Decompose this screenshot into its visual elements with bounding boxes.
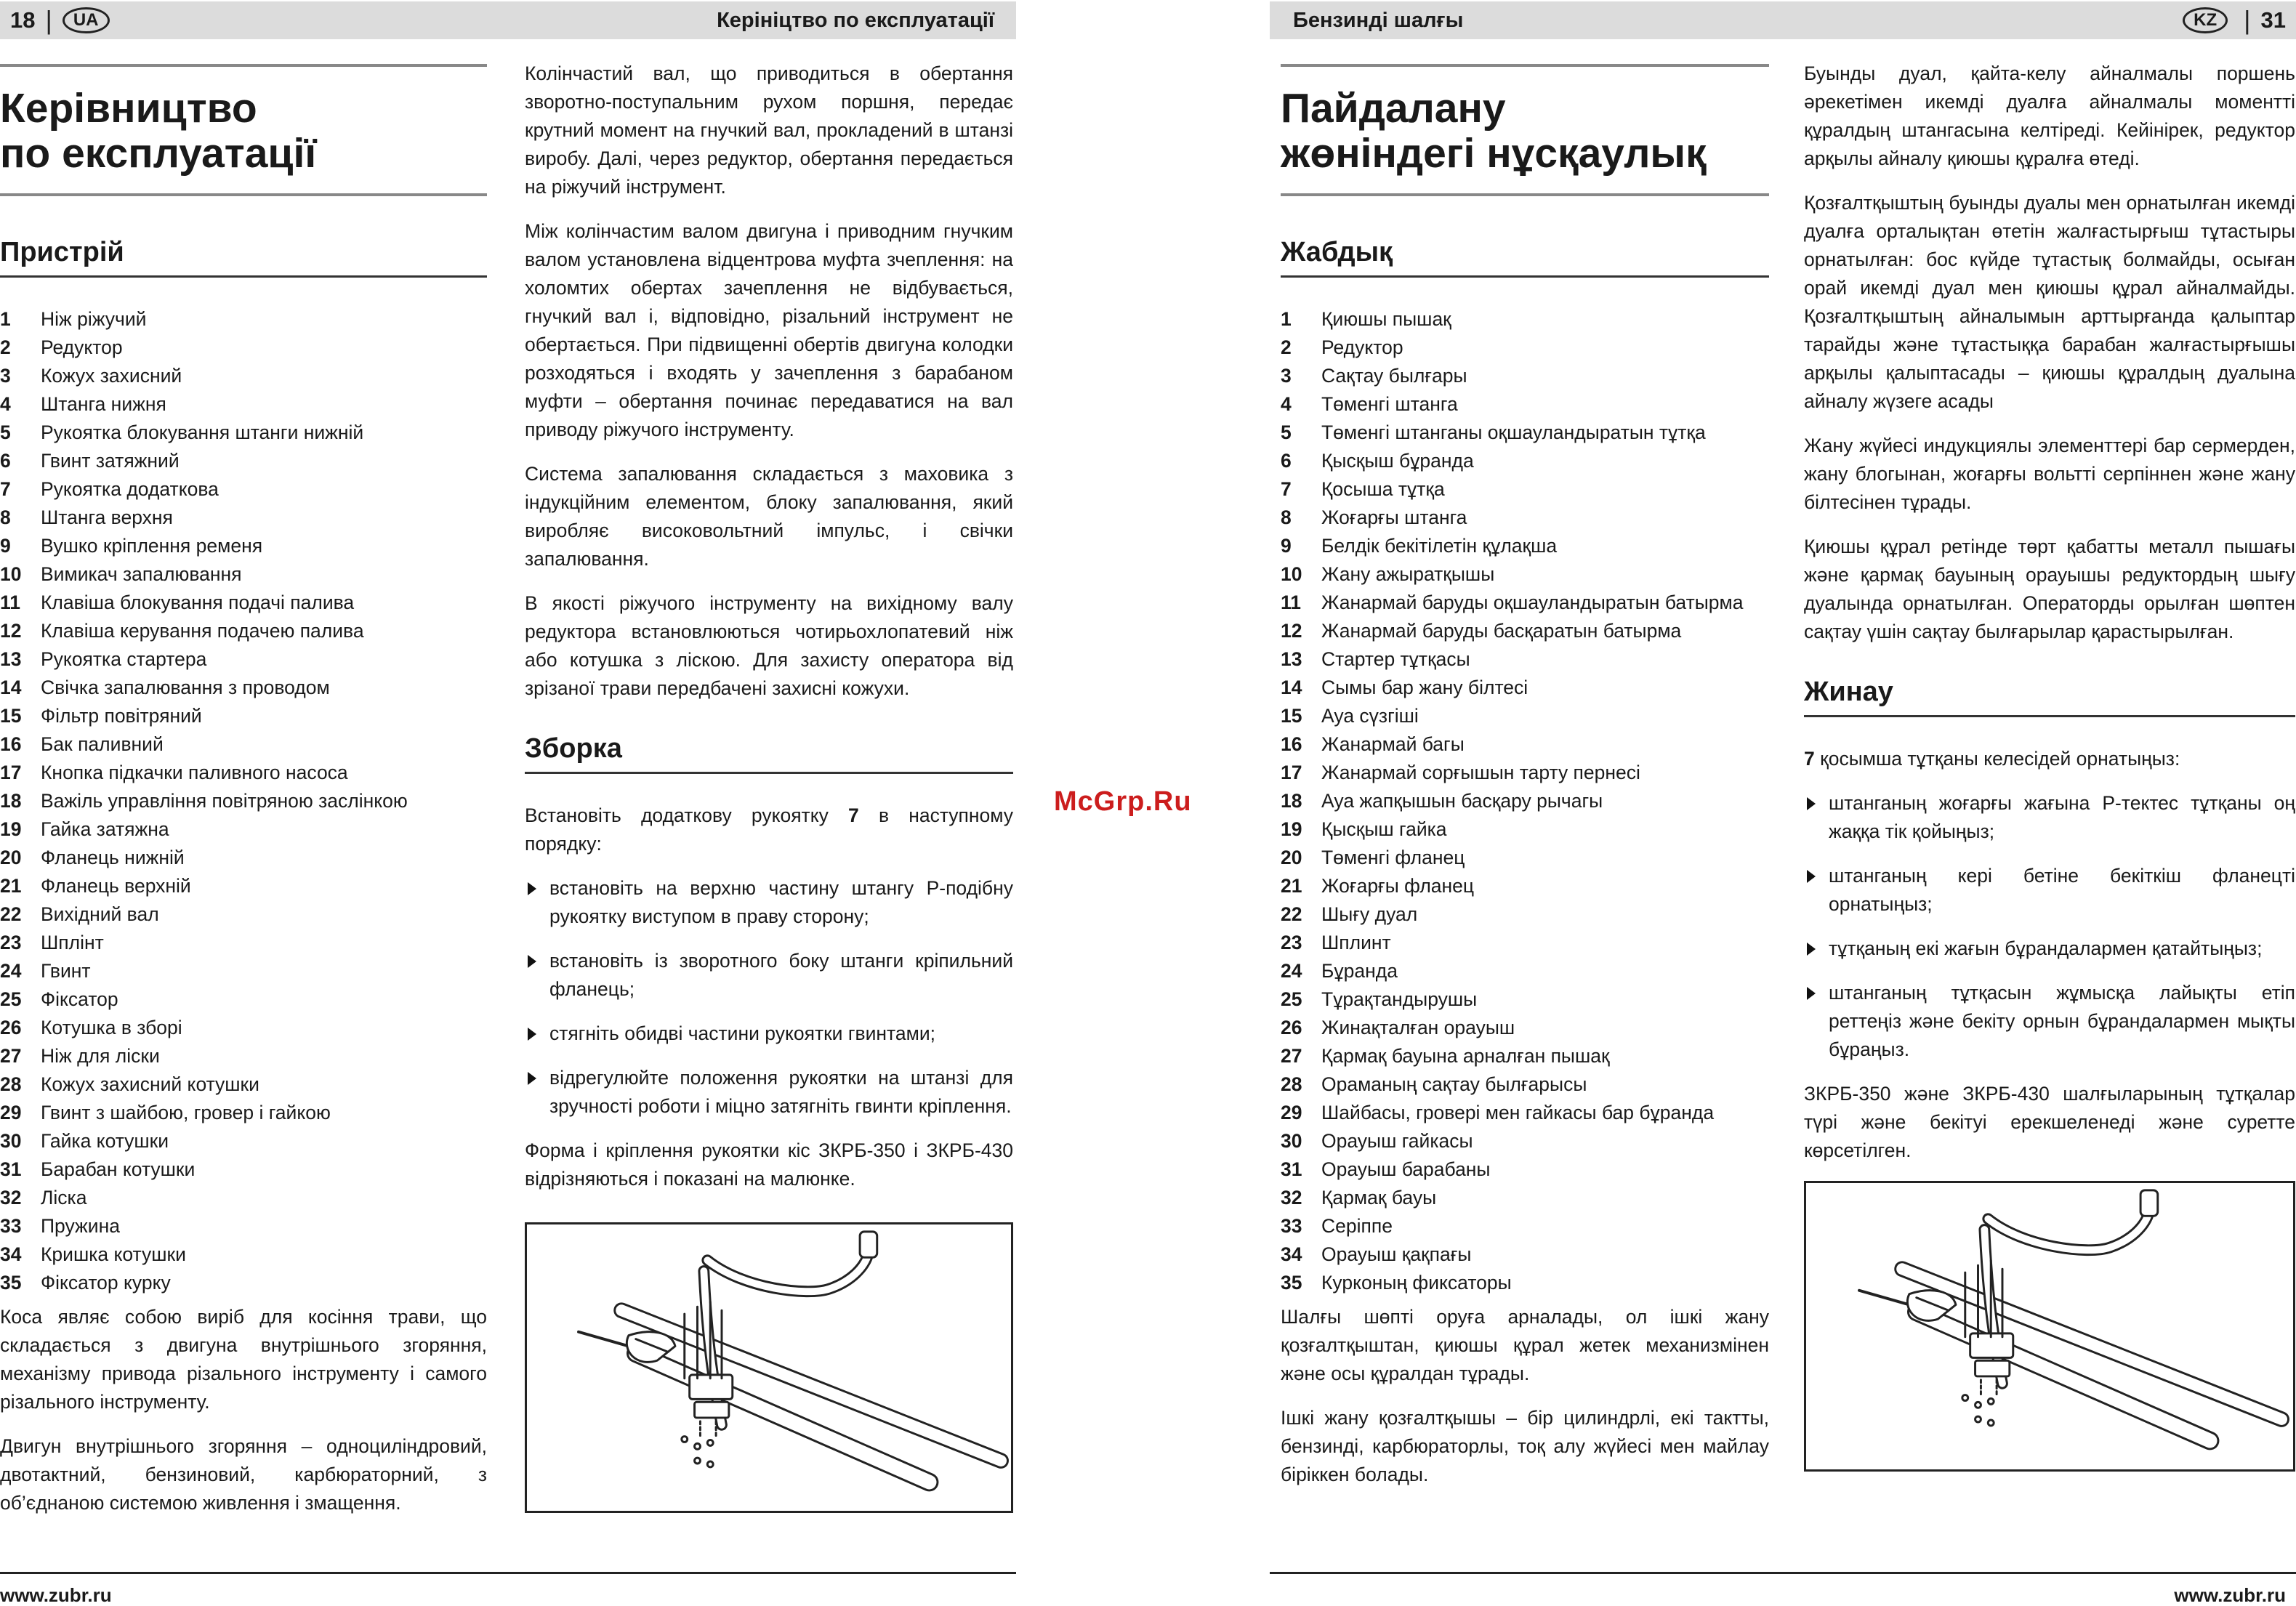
part-list-item [1281, 900, 1769, 929]
paragraph: Колінчастий вал, що приводиться в обертання зворотно-поступальним рухом поршня, передає крутний момент на гнучкий вал, прокладений в штанзі виробу. Далі, через редуктор, обертання передається на ріжучий інструмент. [525, 62, 1013, 198]
part-number: 23 [0, 932, 22, 953]
part-number: 3 [1281, 365, 1292, 387]
part-number: 10 [1281, 563, 1302, 585]
part-label: Рукоятка блокування штанги нижній [41, 421, 364, 443]
part-label: Қиюшы пышақ [1321, 308, 1451, 330]
left-column-2 [525, 60, 1013, 1513]
part-list-item [0, 1184, 487, 1212]
part-list-item [1281, 504, 1769, 532]
part-list-item [0, 334, 487, 362]
paragraph: Шалғы шөпті оруға арналады, ол ішкі жану қозғалтқыштан, қиюшы құрал жетек механизмінен және осы құралдан тұрады. [1281, 1306, 1769, 1384]
part-label: Рукоятка додаткова [41, 478, 219, 500]
part-list-item [0, 787, 487, 815]
part-label: Вушко кріплення ременя [41, 535, 263, 557]
part-label: Гвинт з шайбою, гровер і гайкою [41, 1102, 331, 1123]
part-label: Жанармай багы [1321, 733, 1465, 755]
part-label: Ауа сүзгіші [1321, 705, 1419, 727]
part-list-item [1281, 1269, 1769, 1297]
part-list-item [1281, 759, 1769, 787]
part-list-item [0, 1099, 487, 1127]
title-rule [1281, 193, 1769, 196]
part-label: Қосыша тұтқа [1321, 478, 1445, 500]
part-list-item [1281, 787, 1769, 815]
assembly-step: стягніть обидві частини рукоятки гвинтами; [525, 1020, 1013, 1048]
part-label: Редуктор [41, 336, 123, 358]
right-assembly-steps [1804, 789, 2295, 1064]
left-section-device: Пристрій [0, 238, 487, 278]
right-page-number: 31 [2260, 7, 2286, 33]
part-label: Жанармай сорғышын тарту пернесі [1321, 762, 1640, 783]
part-number: 25 [0, 988, 22, 1010]
part-label: Фільтр повітряний [41, 705, 202, 727]
part-label: Ніж для ліски [41, 1045, 160, 1067]
part-number: 7 [1281, 478, 1292, 500]
part-number: 21 [1281, 875, 1302, 897]
part-number: 5 [0, 421, 11, 443]
part-label: Штанга нижня [41, 393, 166, 415]
part-label: Бак паливний [41, 733, 164, 755]
part-list-item [0, 759, 487, 787]
left-page-title: Керівництво по експлуатації [0, 85, 317, 177]
part-label: Клавіша керування подачею палива [41, 620, 364, 642]
part-label: Фланець верхній [41, 875, 191, 897]
part-number: 9 [1281, 535, 1292, 557]
part-number: 30 [1281, 1130, 1302, 1152]
part-list-item [1281, 560, 1769, 589]
part-number: 4 [0, 393, 11, 415]
part-number: 16 [1281, 733, 1302, 755]
part-list-item [0, 674, 487, 702]
part-list-item [0, 1127, 487, 1155]
part-list-item [0, 447, 487, 475]
part-list-item [1281, 1212, 1769, 1240]
part-label: Сақтау былғары [1321, 365, 1467, 387]
part-number: 14 [1281, 677, 1302, 698]
part-number: 35 [0, 1272, 22, 1294]
part-label: Клавіша блокування подачі палива [41, 592, 355, 613]
part-number: 1 [1281, 308, 1292, 330]
part-number: 17 [1281, 762, 1302, 783]
right-page-title: Пайдалану жөніндегі нұсқаулық [1281, 85, 1707, 177]
right-footer-url[interactable]: www.zubr.ru [2174, 1584, 2286, 1606]
part-list-item [1281, 730, 1769, 759]
part-number: 2 [1281, 336, 1292, 358]
part-list-item [1281, 334, 1769, 362]
part-list-item [1281, 645, 1769, 674]
paragraph: ЗКРБ-350 және ЗКРБ-430 шалғыларының тұтқалар түрі және бекітуі ерекшеленеді және суретте көрсетілген. [1804, 1083, 2295, 1161]
part-number: 24 [1281, 960, 1302, 982]
part-label: Серіппе [1321, 1215, 1393, 1237]
right-footer-rule [1270, 1572, 2296, 1574]
part-label: Курконың фиксаторы [1321, 1272, 1512, 1294]
part-label: Шплінт [41, 932, 104, 953]
part-label: Гвинт [41, 960, 91, 982]
language-badge-ua: UA [63, 7, 110, 33]
part-list-item [0, 362, 487, 390]
part-label: Жанармай баруды оқшауландыратын батырма [1321, 592, 1744, 613]
part-number: 10 [0, 563, 22, 585]
part-number: 13 [1281, 648, 1302, 670]
part-number: 18 [1281, 790, 1302, 812]
part-number: 11 [0, 592, 21, 613]
paragraph: Жану жүйесі индукциялы элементтері бар сермерден, жану блогынан, жоғарғы вольтті серпіннен және жану білтесінен тұрады. [1804, 435, 2295, 513]
part-label: Рукоятка стартера [41, 648, 207, 670]
paragraph: Між колінчастим валом двигуна і приводним гнучким валом установлена відцентрова муфта зчеплення: на холомтих обертах зачеплення не відбувається, гнучкий вал і, відповідно, різальний інструмент не обертається. При підвищенні обертів двигуна колодки розходяться і входять у зачеплення з барабаном муфти – обертання починає передаватися на вал приводу ріжучого інструменту. [525, 220, 1013, 440]
part-number: 34 [0, 1243, 22, 1265]
part-list-item [1281, 1155, 1769, 1184]
part-number: 26 [1281, 1017, 1302, 1038]
part-number: 34 [1281, 1243, 1302, 1265]
paragraph: Двигун внутрішнього згоряння – одноциліндровий, двотактний, бензиновий, карбюраторний, з об’єднаною системою живлення і змащення. [0, 1435, 487, 1514]
part-list-item [0, 532, 487, 560]
part-label: Гайка котушки [41, 1130, 169, 1152]
part-label: Важіль управління повітряною заслінкою [41, 790, 408, 812]
part-number: 35 [1281, 1272, 1302, 1294]
part-label: Орауыш барабаны [1321, 1158, 1491, 1180]
watermark: McGrp.Ru [1054, 786, 1192, 817]
left-page-number: 18 [10, 7, 36, 33]
part-number: 8 [1281, 507, 1292, 528]
right-header-title: Бензинді шалғы [1293, 8, 1464, 32]
part-number: 23 [1281, 932, 1302, 953]
language-badge-kz: KZ [2183, 7, 2228, 33]
assembly-step: встановіть на верхню частину штангу Р-подібну рукоятку виступом в праву сторону; [525, 874, 1013, 931]
part-label: Вимикач запалювання [41, 563, 242, 585]
part-label: Сымы бар жану білтесі [1321, 677, 1528, 698]
part-number: 3 [0, 365, 11, 387]
part-number: 9 [0, 535, 11, 557]
part-list-item [0, 1042, 487, 1070]
part-number: 15 [0, 705, 22, 727]
part-label: Жану ажыратқышы [1321, 563, 1495, 585]
part-number: 8 [0, 507, 11, 528]
part-number: 7 [0, 478, 11, 500]
assembly-step: штанганың тұтқасын жұмысқа лайықты етіп реттеңіз және бекіту орнын бұрандалармен мықты бұраңыз. [1804, 979, 2295, 1064]
part-list-item [1281, 1042, 1769, 1070]
right-page-header [1270, 1, 2296, 39]
part-list-item [0, 645, 487, 674]
part-number: 31 [0, 1158, 22, 1180]
part-list-item [1281, 957, 1769, 985]
part-list-item [1281, 419, 1769, 447]
assembly-intro: 7 қосымша тұтқаны келесідей орнатыңыз: [1804, 748, 2180, 770]
part-number: 32 [1281, 1187, 1302, 1208]
part-number: 26 [0, 1017, 22, 1038]
part-label: Қармақ бауына арналған пышақ [1321, 1045, 1610, 1067]
part-label: Ораманың сақтау былғарысы [1321, 1073, 1587, 1095]
part-label: Тұрақтандырушы [1321, 988, 1478, 1010]
part-list-item [1281, 929, 1769, 957]
part-list-item [1281, 305, 1769, 334]
part-list-item [1281, 617, 1769, 645]
part-number: 19 [1281, 818, 1302, 840]
part-list-item [0, 560, 487, 589]
part-number: 29 [1281, 1102, 1302, 1123]
part-list-item [1281, 1240, 1769, 1269]
part-number: 21 [0, 875, 22, 897]
part-number: 14 [0, 677, 22, 698]
part-list-item [0, 390, 487, 419]
part-label: Төменгі штанганы оқшауландыратын тұтқа [1321, 421, 1706, 443]
part-number: 17 [0, 762, 22, 783]
part-number: 24 [0, 960, 22, 982]
left-footer-url[interactable]: www.zubr.ru [0, 1584, 112, 1606]
part-list-item [1281, 1127, 1769, 1155]
part-label: Ліска [41, 1187, 87, 1208]
part-list-item [0, 702, 487, 730]
trimmer-handle-drawing [527, 1224, 1011, 1511]
part-label: Фіксатор курку [41, 1272, 171, 1294]
part-number: 1 [0, 308, 11, 330]
handle-illustration [1804, 1181, 2295, 1472]
part-number: 33 [0, 1215, 22, 1237]
paragraph: Коса являє собою виріб для косіння трави, що складається з двигуна внутрішнього згоряння, механізму привода різального інструменту і самого різального інструменту. [0, 1306, 487, 1413]
paragraph: Қиюшы құрал ретінде төрт қабатты металл пышағы және қармақ бауының орауышы редуктордың шығу дуалында орнатылған. Операторды орылған шөптен сақтау үшін сақтау былғарылар қарастырылған. [1804, 536, 2295, 642]
part-number: 12 [1281, 620, 1302, 642]
part-list-item [1281, 872, 1769, 900]
part-label: Гайка затяжна [41, 818, 169, 840]
part-list-item [1281, 589, 1769, 617]
part-label: Ніж ріжучий [41, 308, 147, 330]
part-label: Шығу дуал [1321, 903, 1418, 925]
part-label: Ауа жапқышын басқару рычагы [1321, 790, 1603, 812]
assembly-step: встановіть із зворотного боку штанги кріпильний фланець; [525, 947, 1013, 1004]
part-list-item [1281, 532, 1769, 560]
part-number: 13 [0, 648, 22, 670]
part-list-item [0, 730, 487, 759]
part-list-item [0, 1155, 487, 1184]
part-list-item [1281, 390, 1769, 419]
paragraph: Ішкі жану қозғалтқышы – бір цилиндрлі, екі тактты, бензинді, карбюраторлы, тоқ алу жүйесі мен майлау біріккен болады. [1281, 1407, 1769, 1485]
part-list-item [1281, 1184, 1769, 1212]
part-label: Стартер тұтқасы [1321, 648, 1470, 670]
trimmer-handle-drawing [1806, 1183, 2293, 1469]
part-number: 11 [1281, 592, 1302, 613]
assembly-intro: Встановіть додаткову рукоятку 7 в наступному порядку: [525, 804, 1013, 855]
part-label: Жоғарғы штанга [1321, 507, 1467, 528]
part-label: Қысқыш бұранда [1321, 450, 1474, 472]
part-number: 12 [0, 620, 22, 642]
part-number: 27 [1281, 1045, 1302, 1067]
part-list-item [1281, 844, 1769, 872]
left-header-title: Керініцтво по експлуатації [717, 8, 994, 32]
part-label: Шплинт [1321, 932, 1391, 953]
part-label: Төменгі фланец [1321, 847, 1465, 868]
part-label: Вихідний вал [41, 903, 159, 925]
part-label: Штанга верхня [41, 507, 173, 528]
left-page-header [0, 1, 1016, 39]
part-label: Пружина [41, 1215, 120, 1237]
part-list-item [0, 900, 487, 929]
part-list-item [1281, 1099, 1769, 1127]
part-list-item [1281, 475, 1769, 504]
assembly-step: штанганың жоғарғы жағына Р-тектес тұтқаны оң жаққа тік қойыңыз; [1804, 789, 2295, 846]
part-number: 6 [0, 450, 11, 472]
part-list-item [0, 1070, 487, 1099]
right-column-2 [1804, 60, 2295, 1472]
paragraph: Буынды дуал, қайта-келу айналмалы поршень әрекетімен икемді дуалға айналмалы моментті құралдың штангасына келтіреді. Кейінірек, редуктор арқылы айналу қиюшы құралға өтеді. [1804, 62, 2295, 169]
part-label: Барабан котушки [41, 1158, 196, 1180]
part-list-item [0, 844, 487, 872]
part-list-item [1281, 447, 1769, 475]
part-number: 15 [1281, 705, 1302, 727]
assembly-step: відрегулюйте положення рукоятки на штанзі для зручності роботи і міцно затягніть гвинти кріплення. [525, 1064, 1013, 1121]
part-label: Кожух захисний котушки [41, 1073, 259, 1095]
part-number: 27 [0, 1045, 22, 1067]
part-list-item [0, 504, 487, 532]
left-assembly-steps [525, 874, 1013, 1121]
part-number: 2 [0, 336, 11, 358]
left-parts-list [0, 305, 487, 1297]
part-label: Шайбасы, гровері мен гайкасы бар бұранда [1321, 1102, 1715, 1123]
part-number: 6 [1281, 450, 1292, 472]
part-label: Орауыш қақпағы [1321, 1243, 1472, 1265]
part-number: 22 [1281, 903, 1302, 925]
part-label: Котушка в зборі [41, 1017, 182, 1038]
part-label: Кришка котушки [41, 1243, 186, 1265]
part-label: Редуктор [1321, 336, 1403, 358]
right-column-1 [1281, 64, 1769, 1505]
part-list-item [0, 985, 487, 1014]
header-divider: | [2244, 5, 2251, 35]
part-number: 22 [0, 903, 22, 925]
part-label: Кожух захисний [41, 365, 182, 387]
part-list-item [0, 617, 487, 645]
part-list-item [0, 305, 487, 334]
part-list-item [0, 815, 487, 844]
part-list-item [1281, 1070, 1769, 1099]
header-divider: | [45, 5, 52, 35]
part-list-item [1281, 362, 1769, 390]
title-rule [0, 193, 487, 196]
part-number: 4 [1281, 393, 1292, 415]
part-list-item [1281, 702, 1769, 730]
part-number: 33 [1281, 1215, 1302, 1237]
part-number: 20 [0, 847, 22, 868]
part-number: 31 [1281, 1158, 1302, 1180]
part-number: 28 [1281, 1073, 1302, 1095]
right-section-equipment: Жабдық [1281, 238, 1769, 278]
right-section-assembly: Жинау [1804, 678, 2295, 717]
part-number: 20 [1281, 847, 1302, 868]
part-list-item [1281, 1014, 1769, 1042]
part-label: Қармақ бауы [1321, 1187, 1437, 1208]
part-list-item [0, 589, 487, 617]
assembly-step: штанганың кері бетіне бекіткіш фланецті орнатыңыз; [1804, 862, 2295, 919]
paragraph: Система запалювання складається з маховика з індукційним елементом, блоку запалювання, який виробляє високовольтний імпульс, і свічки запалювання. [525, 463, 1013, 570]
part-list-item [0, 475, 487, 504]
part-label: Жоғарғы фланец [1321, 875, 1475, 897]
left-column-1 [0, 64, 487, 1533]
handle-illustration [525, 1222, 1013, 1513]
part-list-item [0, 872, 487, 900]
part-label: Белдік бекітілетін құлақша [1321, 535, 1558, 557]
part-list-item [0, 1269, 487, 1297]
part-label: Бұранда [1321, 960, 1398, 982]
paragraph: В якості ріжучого інструменту на вихідному валу редуктора встановлюються чотирьохлопатевий ніж або котушка з ліскою. Для захисту оператора від зрізаної трави передбачені захисні кожухи. [525, 592, 1013, 699]
part-list-item [0, 419, 487, 447]
part-list-item [0, 1240, 487, 1269]
part-number: 29 [0, 1102, 22, 1123]
part-list-item [0, 1212, 487, 1240]
part-list-item [0, 929, 487, 957]
part-label: Фіксатор [41, 988, 118, 1010]
part-number: 16 [0, 733, 22, 755]
part-label: Орауыш гайкасы [1321, 1130, 1473, 1152]
part-number: 28 [0, 1073, 22, 1095]
part-list-item [1281, 815, 1769, 844]
part-label: Гвинт затяжний [41, 450, 180, 472]
part-label: Кнопка підкачки паливного насоса [41, 762, 348, 783]
part-number: 32 [0, 1187, 22, 1208]
paragraph: Қозғалтқыштың буынды дуалы мен орнатылған икемді дуалға орталықтан өтетін жалғастырғыш тұтастыры орнатылған: бос күйде тұтастық болмайды, осыған орай икемді дуал мен қиюшы құрал айналмайды. Қозғалтқыштың айналымын арттырғанда қалыптар тарайды және тұтастыққа барабан жалғастырғышы арқылы қалыптасады – қиюшы құралдың дуалына айналу жүзеге асады [1804, 192, 2295, 412]
assembly-step: тұтқаның екі жағын бұрандалармен қатайтыңыз; [1804, 935, 2295, 963]
part-list-item [1281, 674, 1769, 702]
part-label: Жинақталған орауыш [1321, 1017, 1515, 1038]
left-footer-rule [0, 1572, 1016, 1574]
part-number: 19 [0, 818, 22, 840]
part-label: Қысқыш гайка [1321, 818, 1447, 840]
part-label: Төменгі штанга [1321, 393, 1458, 415]
part-list-item [0, 957, 487, 985]
part-label: Фланець нижній [41, 847, 185, 868]
left-section-assembly: Зборка [525, 735, 1013, 774]
paragraph: Форма і кріплення рукоятки кіс ЗКРБ-350 і ЗКРБ-430 відрізняються і показані на малюнке. [525, 1139, 1013, 1190]
part-list-item [1281, 985, 1769, 1014]
part-number: 18 [0, 790, 22, 812]
part-number: 30 [0, 1130, 22, 1152]
part-label: Жанармай баруды басқаратын батырма [1321, 620, 1682, 642]
part-number: 25 [1281, 988, 1302, 1010]
part-number: 5 [1281, 421, 1292, 443]
part-list-item [0, 1014, 487, 1042]
part-label: Свічка запалювання з проводом [41, 677, 330, 698]
right-parts-list [1281, 305, 1769, 1297]
